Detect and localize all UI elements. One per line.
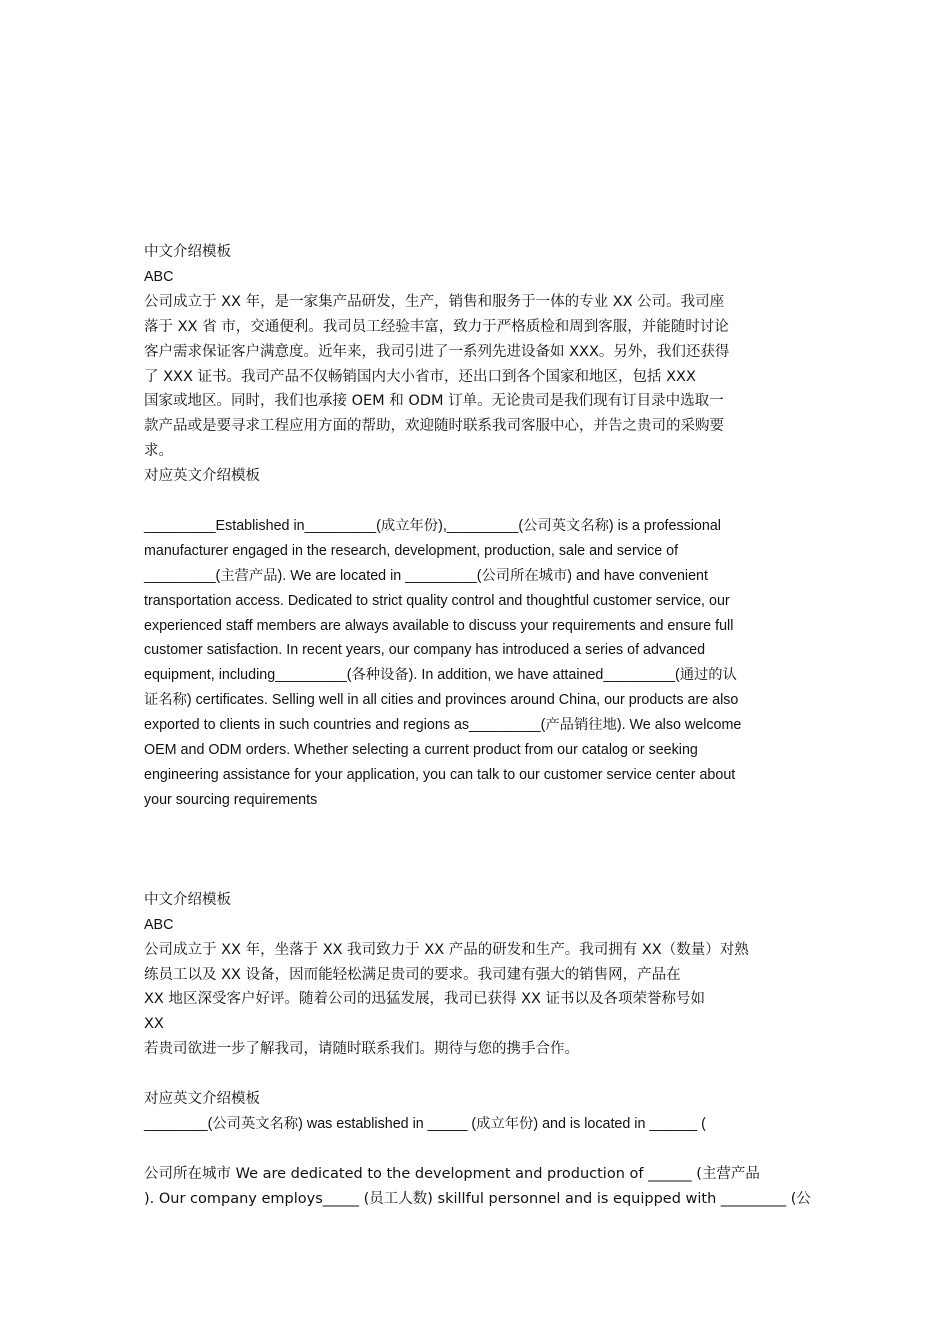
section2-english-line: ________(公司英文名称) was established in _____ (成立年份) and is located in ______ ( xyxy=(144,1115,706,1132)
section2-body-line: XX xyxy=(144,1016,164,1033)
section1-english-line: your sourcing requirements xyxy=(144,791,318,808)
section2-body-line: 练员工以及 XX 设备，因而能轻松满足贵司的要求。我司建有强大的销售网，产品在 xyxy=(144,966,681,983)
section2-english-line: ). Our company employs_____ (员工人数) skillful personnel and is equipped with _________ (公 xyxy=(144,1190,811,1207)
section-gap xyxy=(144,813,807,888)
section2-body xyxy=(144,938,807,1063)
section1-body-line: 款产品或是要寻求工程应用方面的帮助，欢迎随时联系我司客服中心，并告之贵司的采购要 xyxy=(144,418,724,435)
section1-english-heading: 对应英文介绍模板 xyxy=(144,468,260,485)
section1-body-line: 求。 xyxy=(144,443,173,460)
section1-english-line: experienced staff members are always available to discuss your requirements and ensure full xyxy=(144,617,734,634)
section1-english-line: equipment, including_________(各种设备). In addition, we have attained_________(通过的认 xyxy=(144,667,737,684)
section2-body-line: 若贵司欲进一步了解我司，请随时联系我们。期待与您的携手合作。 xyxy=(144,1041,579,1058)
section1-english-line: OEM and ODM orders. Whether selecting a current product from our catalog or seeking xyxy=(144,742,698,759)
section2-abc: ABC xyxy=(144,916,174,933)
section1-english-body xyxy=(144,514,807,813)
section1-body xyxy=(144,290,807,464)
section1-english-line: customer satisfaction. In recent years, our company has introduced a series of advanced xyxy=(144,642,706,659)
blank-line xyxy=(144,1137,807,1162)
section1-english-line: engineering assistance for your application, you can talk to our customer service center about xyxy=(144,767,736,784)
section1-body-line: 落于 XX 省 市，交通便利。我司员工经验丰富，致力于严格质检和周到客服，并能随时讨论 xyxy=(144,318,729,335)
blank-line xyxy=(144,1062,807,1087)
section1-english-line: _________(主营产品). We are located in _________(公司所在城市) and have convenient xyxy=(144,567,708,584)
section1-english-line: exported to clients in such countries and regions as_________(产品销往地). We also welcome xyxy=(144,717,742,734)
section2-body-line: 公司成立于 XX 年，坐落于 XX 我司致力于 XX 产品的研发和生产。我司拥有 XX（数量）对熟 xyxy=(144,941,749,958)
document-page xyxy=(144,240,811,1212)
section1-body-line: 客户需求保证客户满意度。近年来，我司引进了一系列先进设备如 XXX。另外，我们还获得 xyxy=(144,343,730,360)
section1-english-line: _________Established in_________(成立年份),_________(公司英文名称) is a professional xyxy=(144,517,721,534)
section1-english-line: 证名称) certificates. Selling well in all cities and provinces around China, our products are also xyxy=(144,692,739,709)
section1-english-line: manufacturer engaged in the research, development, production, sale and service of xyxy=(144,542,679,559)
section2-body-line: XX 地区深受客户好评。随着公司的迅猛发展，我司已获得 XX 证书以及各项荣誉称号如 xyxy=(144,991,706,1008)
section1-body-line: 国家或地区。同时，我们也承接 OEM 和 ODM 订单。无论贵司是我们现有订目录中选取一 xyxy=(144,393,724,410)
section1-body-line: 公司成立于 XX 年，是一家集产品研发，生产，销售和服务于一体的专业 XX 公司。我司座 xyxy=(144,293,725,310)
section1-abc: ABC xyxy=(144,268,174,285)
section1-english-line: transportation access. Dedicated to strict quality control and thoughtful customer service, our xyxy=(144,592,730,609)
section1-body-line: 了 XXX 证书。我司产品不仅畅销国内大小省市，还出口到各个国家和地区，包括 XXX xyxy=(144,368,696,385)
section2-english-heading: 对应英文介绍模板 xyxy=(144,1091,260,1108)
section2-english-line: 公司所在城市 We are dedicated to the development and production of ______ (主营产品 xyxy=(144,1165,760,1182)
blank-line xyxy=(144,489,807,514)
section1-title: 中文介绍模板 xyxy=(144,244,231,260)
section2-title: 中文介绍模板 xyxy=(144,891,231,908)
